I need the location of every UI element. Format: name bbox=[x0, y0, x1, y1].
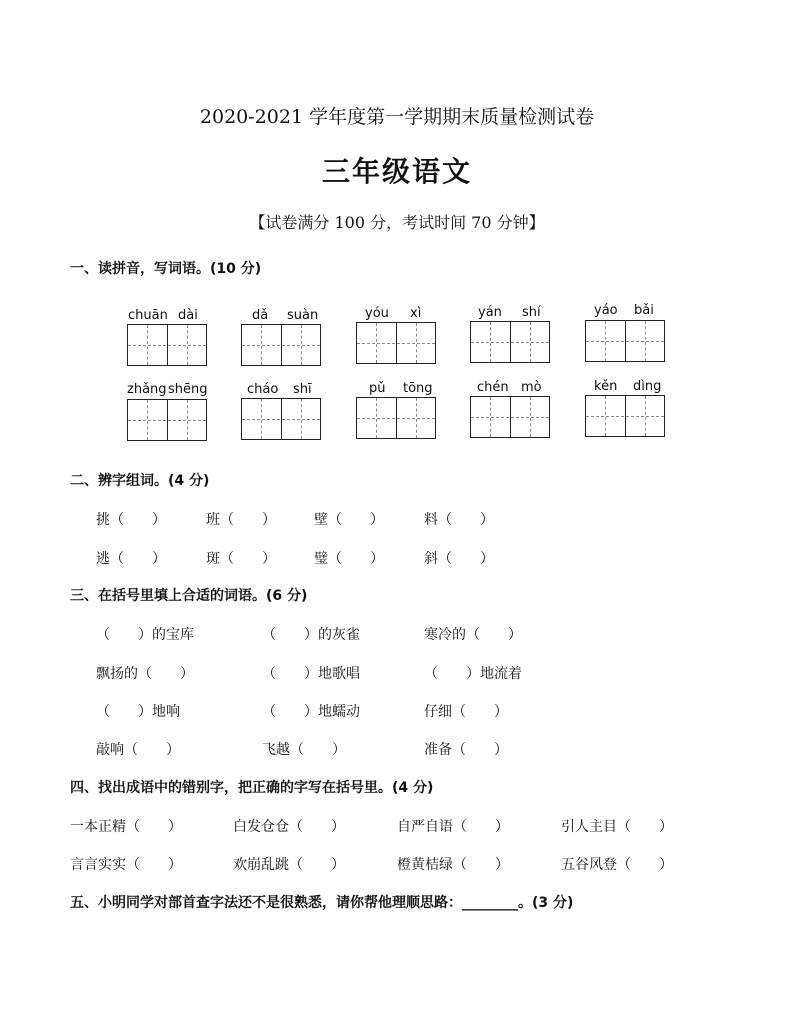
word-pair-item: 料（ ） bbox=[424, 512, 494, 528]
section5-heading: 五、小明同学对部首查字法还不是很熟悉，请你帮他理顺思路：________。(3 分) bbox=[70, 895, 574, 911]
fill-item: （ ）的宝库 bbox=[96, 627, 194, 643]
idiom-item: 一本正精（ ） bbox=[70, 819, 182, 835]
section1-heading: 一、读拼音，写词语。(10 分) bbox=[70, 261, 262, 277]
pinyin: pǔ bbox=[369, 381, 386, 396]
fill-item: （ ）地歌唱 bbox=[262, 666, 360, 682]
pinyin: dìng bbox=[633, 379, 662, 394]
fill-item: （ ）地流着 bbox=[424, 666, 522, 682]
fill-item: 敲响（ ） bbox=[96, 742, 180, 758]
pinyin: suàn bbox=[287, 308, 319, 323]
section4-heading: 四、找出成语中的错别字，把正确的字写在括号里。(4 分) bbox=[70, 780, 434, 796]
fill-item: （ ）的灰雀 bbox=[262, 627, 360, 643]
fill-item: （ ）地响 bbox=[96, 704, 180, 720]
idiom-item: 橙黄桔绿（ ） bbox=[397, 857, 509, 873]
fill-item: 飘扬的（ ） bbox=[96, 666, 194, 682]
subject-title: 三年级语文 bbox=[321, 155, 472, 188]
pinyin: xì bbox=[410, 306, 422, 321]
word-pair-item: 斑（ ） bbox=[206, 551, 276, 567]
pinyin: bǎi bbox=[634, 303, 654, 318]
idiom-item: 白发仓仓（ ） bbox=[233, 819, 345, 835]
pinyin: tōng bbox=[403, 381, 433, 396]
pinyin: kěn bbox=[594, 379, 618, 394]
pinyin: dài bbox=[178, 308, 198, 323]
writing-grid[interactable] bbox=[585, 395, 665, 437]
pinyin: chuān bbox=[128, 308, 168, 323]
writing-grid[interactable] bbox=[241, 398, 321, 440]
pinyin: yáo bbox=[594, 303, 618, 318]
pinyin: yóu bbox=[365, 306, 389, 321]
idiom-item: 欢崩乱跳（ ） bbox=[233, 857, 345, 873]
writing-grid[interactable] bbox=[470, 396, 550, 438]
pinyin: mò bbox=[521, 380, 542, 395]
pinyin: dǎ bbox=[252, 308, 269, 323]
writing-grid[interactable] bbox=[241, 324, 321, 366]
writing-grid[interactable] bbox=[356, 322, 436, 364]
word-pair-item: 璧（ ） bbox=[314, 551, 384, 567]
pinyin: cháo bbox=[247, 382, 279, 397]
writing-grid[interactable] bbox=[127, 324, 207, 366]
word-pair-item: 班（ ） bbox=[206, 512, 276, 528]
word-pair-item: 逃（ ） bbox=[96, 551, 166, 567]
idiom-item: 言言实实（ ） bbox=[70, 857, 182, 873]
pinyin: chén bbox=[477, 380, 509, 395]
fill-item: 准备（ ） bbox=[424, 742, 508, 758]
fill-item: 飞越（ ） bbox=[262, 742, 346, 758]
fill-item: （ ）地蠕动 bbox=[262, 704, 360, 720]
pinyin: shī bbox=[293, 382, 312, 397]
fill-item: 寒冷的（ ） bbox=[424, 627, 522, 643]
writing-grid[interactable] bbox=[470, 321, 550, 363]
exam-title: 2020-2021 学年度第一学期期末质量检测试卷 bbox=[199, 106, 595, 128]
pinyin: zhǎng bbox=[127, 382, 167, 397]
section2-heading: 二、辨字组词。(4 分) bbox=[70, 473, 210, 489]
pinyin: yán bbox=[478, 305, 502, 320]
pinyin: shí bbox=[522, 305, 541, 320]
idiom-item: 引人主目（ ） bbox=[561, 819, 673, 835]
fill-item: 仔细（ ） bbox=[424, 704, 508, 720]
word-pair-item: 壁（ ） bbox=[314, 512, 384, 528]
section3-heading: 三、在括号里填上合适的词语。(6 分) bbox=[70, 588, 308, 604]
idiom-item: 五谷风登（ ） bbox=[561, 857, 673, 873]
writing-grid[interactable] bbox=[356, 397, 436, 439]
writing-grid[interactable] bbox=[127, 399, 207, 441]
pinyin: shēng bbox=[168, 382, 208, 397]
exam-note: 【试卷满分 100 分，考试时间 70 分钟】 bbox=[249, 213, 545, 232]
writing-grid[interactable] bbox=[585, 320, 665, 362]
word-pair-item: 挑（ ） bbox=[96, 512, 166, 528]
idiom-item: 自严自语（ ） bbox=[397, 819, 509, 835]
word-pair-item: 斜（ ） bbox=[424, 551, 494, 567]
